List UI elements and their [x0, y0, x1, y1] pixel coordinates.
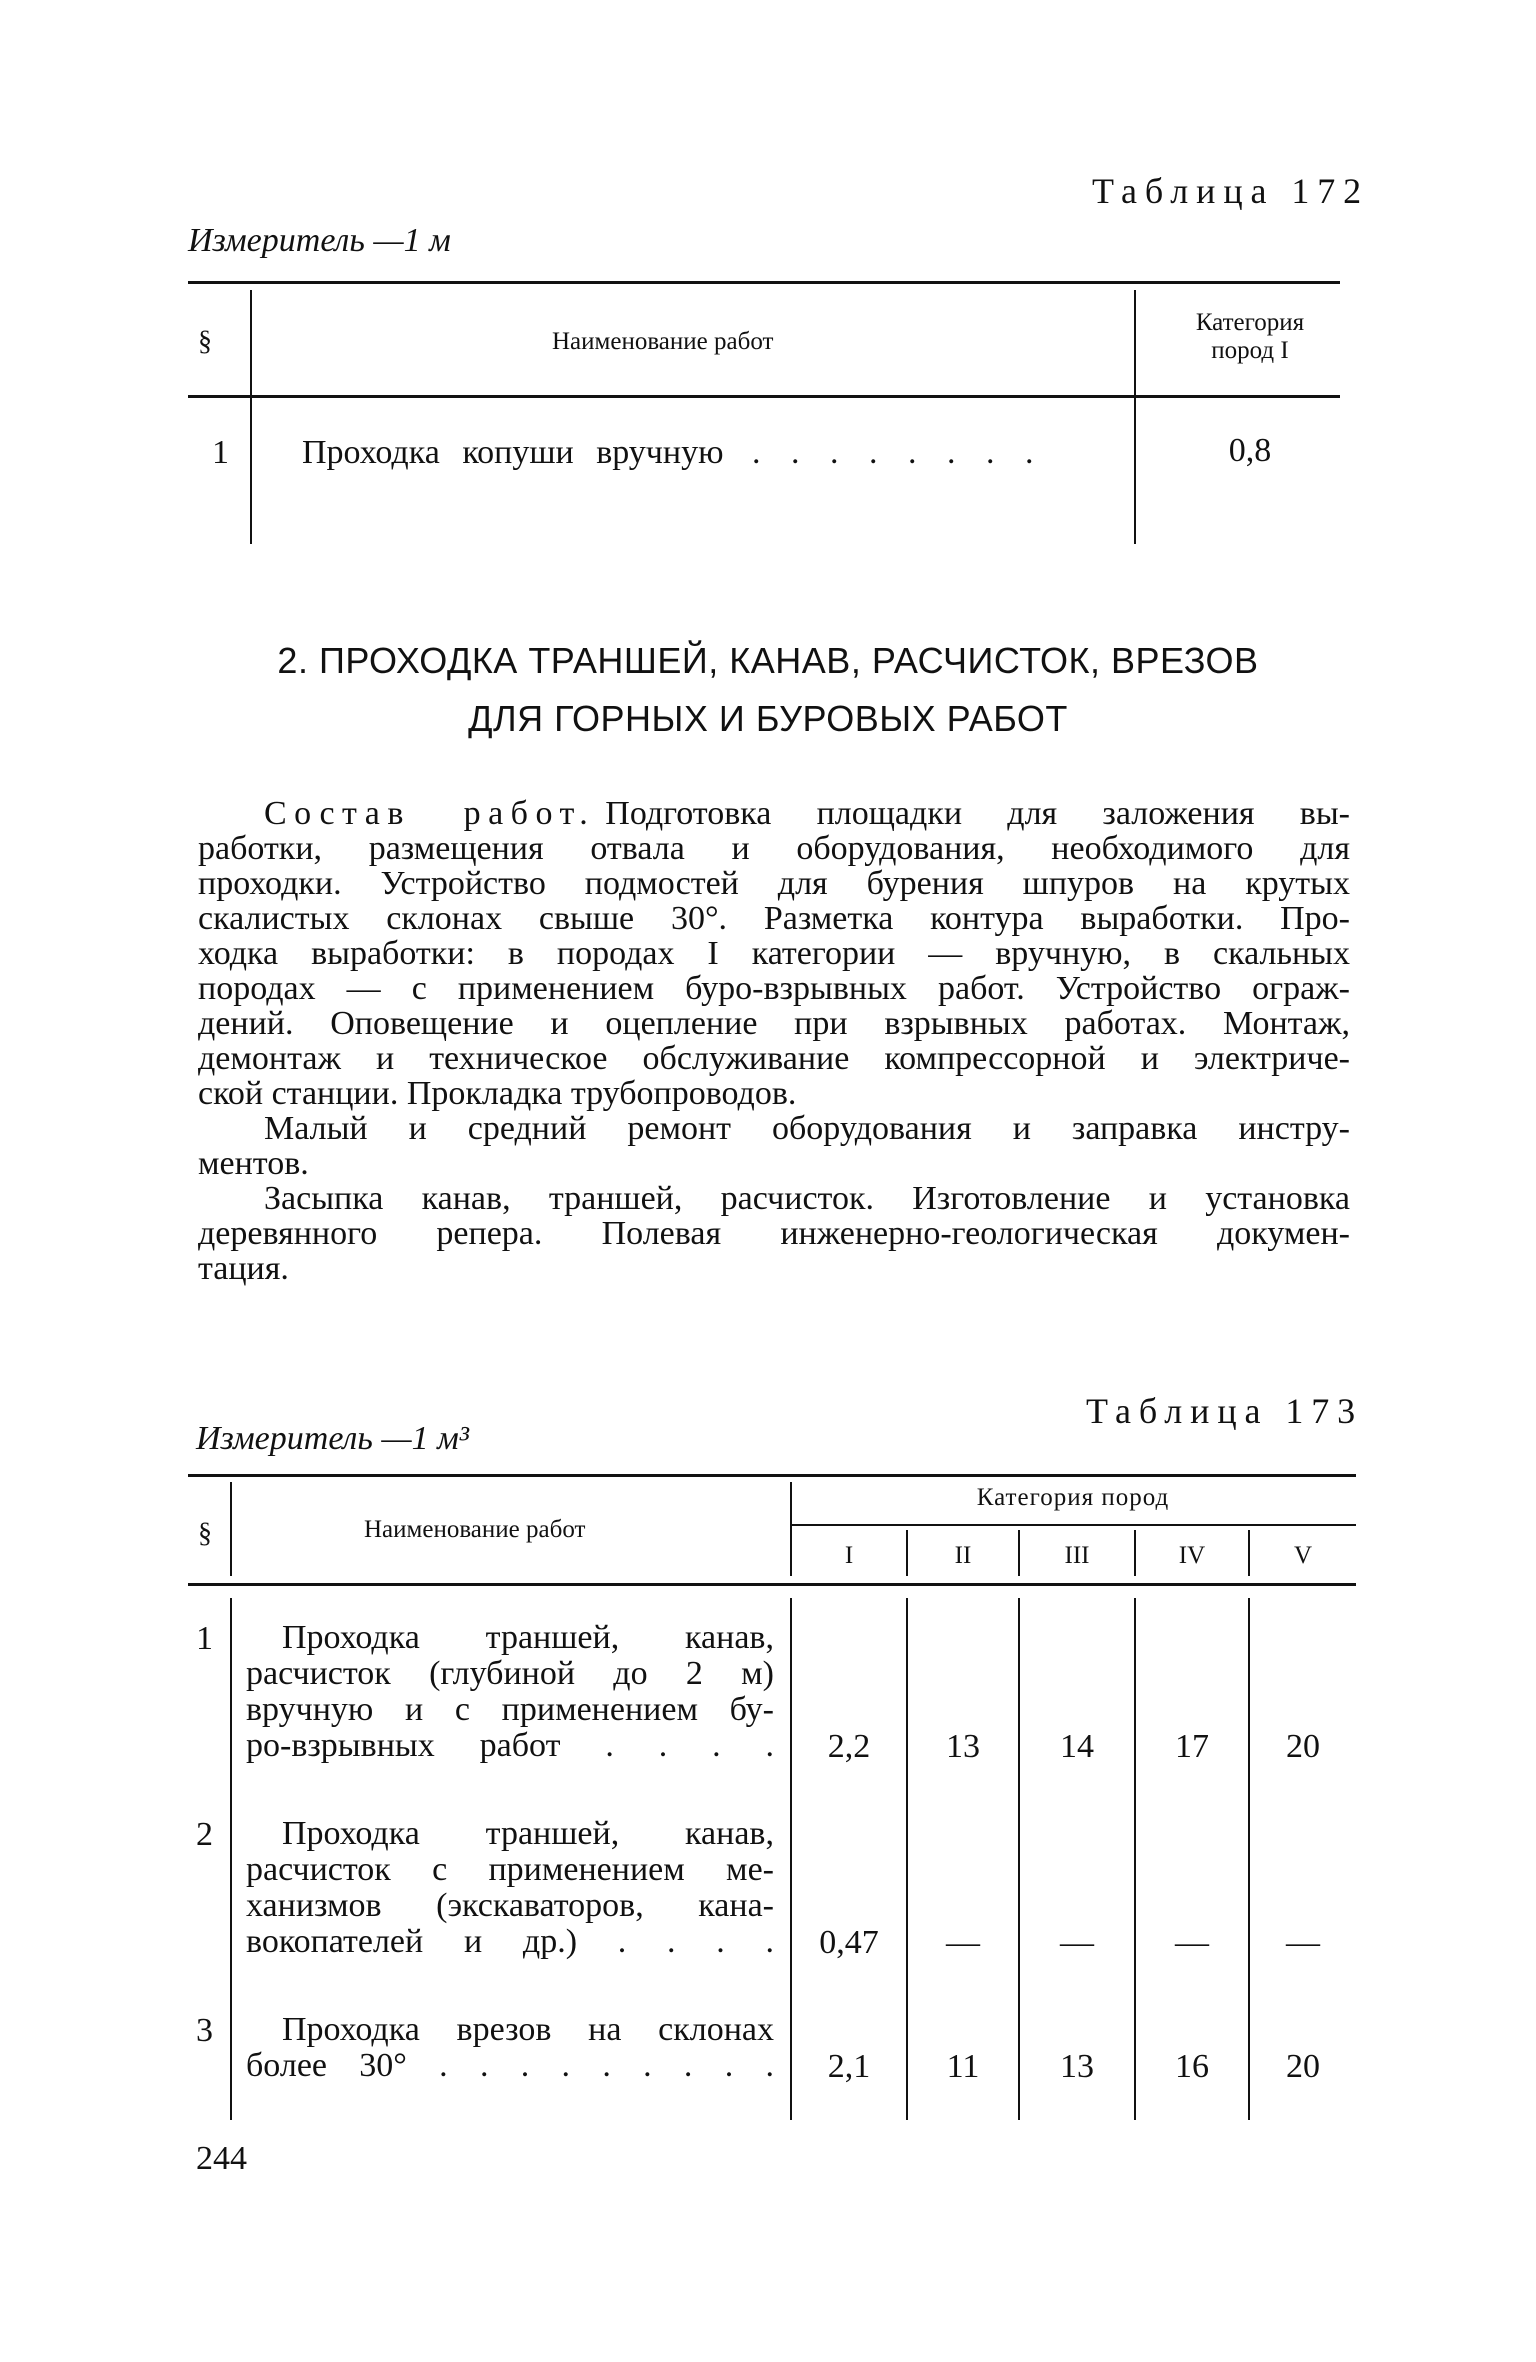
table172-header-cat-2: пород I	[1211, 337, 1289, 364]
table173-row-value: 16	[1175, 2048, 1209, 2085]
line-text: Малый и средний ремонт оборудования и заправка инстру-	[264, 1110, 1350, 1147]
section-body	[198, 796, 1350, 1286]
line-text: породах — с применением буро-взрывных работ. Устройство ограж-	[198, 970, 1350, 1007]
table172-col-divider-2	[1134, 290, 1136, 544]
table173-row-name-line: вручную и с применением бу-	[246, 1691, 774, 1728]
table173-header-category: Категория пород	[976, 1484, 1170, 1511]
table173-header-col-II: II	[954, 1542, 972, 1569]
line-text: деревянного репера. Полевая инженерно-геологическая докумен-	[198, 1215, 1350, 1252]
table173-row-value: 0,47	[819, 1924, 879, 1961]
table173-header-rule	[188, 1583, 1356, 1586]
para1-line	[198, 936, 1350, 971]
table173-row-value: —	[1175, 1924, 1209, 1961]
line-text: скалистых склонах свыше 30°. Разметка контура выработки. Про-	[198, 900, 1350, 937]
section-heading-line2: ДЛЯ ГОРНЫХ И БУРОВЫХ РАБОТ	[468, 698, 1068, 739]
table173-header-col-I: I	[844, 1542, 854, 1569]
para3-line	[198, 1216, 1350, 1251]
table173-body-divider-II	[906, 1598, 908, 2120]
line-text: Засыпка канав, траншей, расчисток. Изготовление и установка	[264, 1180, 1350, 1217]
table173-row-name-line: расчисток с применением ме-	[246, 1851, 774, 1888]
table172-row-dots: . . . . . . . .	[752, 434, 1038, 471]
table173-row-value: 11	[946, 2048, 980, 2085]
lead-label: Состав работ.	[264, 795, 596, 832]
para1-line	[198, 1076, 1350, 1111]
table173-row-name-line: Проходка врезов на склонах	[282, 2011, 774, 2048]
table173-category-rule	[790, 1524, 1356, 1526]
table173-row-value: 13	[1060, 2048, 1094, 2085]
table172-header-rule	[188, 395, 1340, 398]
para2	[198, 1111, 1350, 1181]
table173-row-name-line: ханизмов (экскаваторов, кана-	[246, 1887, 774, 1924]
table172-header-cat-1: Категория	[1195, 309, 1305, 336]
para1-line	[198, 901, 1350, 936]
para3-line	[198, 1251, 1350, 1286]
para1-line	[198, 831, 1350, 866]
table173-row-value: 2,1	[827, 2048, 871, 2085]
table172-row-value: 0,8	[1228, 432, 1272, 469]
para1-line	[198, 796, 1350, 831]
table173-row-value: 17	[1175, 1728, 1209, 1765]
table172-row-name-text: Проходка копуши вручную	[302, 434, 724, 471]
table173-body-divider-III	[1018, 1598, 1020, 2120]
table173-row-name-line: ро-взрывных работ . . . .	[246, 1727, 774, 1764]
table172-header-num: §	[198, 326, 212, 357]
para3-line	[198, 1181, 1350, 1216]
table172-unit: Измеритель —1 м	[188, 222, 451, 259]
table173-row-value: 2,2	[827, 1728, 871, 1765]
table173-body-divider-name	[790, 1598, 792, 2120]
line-text: тация.	[198, 1250, 289, 1287]
para1-line	[198, 1006, 1350, 1041]
table173-row-value: —	[1060, 1924, 1094, 1961]
table173-body-divider-V	[1248, 1598, 1250, 2120]
line-text: ментов.	[198, 1145, 309, 1182]
table173-row-num: 3	[196, 2012, 213, 2049]
table173-row-value: 14	[1060, 1728, 1094, 1765]
table173-row-value: 20	[1286, 1728, 1320, 1765]
table173-row-name-line: Проходка траншей, канав,	[282, 1815, 774, 1852]
line-text: Подготовка площадки для заложения вы-	[605, 795, 1350, 832]
table173-col-divider-num	[230, 1482, 232, 1576]
table173-row-num: 1	[196, 1620, 213, 1657]
table173-row-name-line: Проходка траншей, канав,	[282, 1619, 774, 1656]
table173-row-name-line: вокопателей и др.) . . . .	[246, 1923, 774, 1960]
table172-col-divider-1	[250, 290, 252, 544]
table172-header-name: Наименование работ	[552, 328, 774, 355]
para1	[198, 796, 1350, 1111]
table172-row-name	[302, 434, 1038, 472]
table173-row-value: 13	[946, 1728, 980, 1765]
table173-row-name-line: расчисток (глубиной до 2 м)	[246, 1655, 774, 1692]
table173-header-col-III: III	[1064, 1542, 1090, 1569]
line-text: демонтаж и техническое обслуживание компрессорной и электриче-	[198, 1040, 1350, 1077]
table173-unit: Измеритель —1 м³	[196, 1420, 469, 1457]
table173-header-col-IV: IV	[1178, 1542, 1206, 1569]
table173-row-value: —	[1286, 1924, 1320, 1961]
table173-row-value: —	[946, 1924, 980, 1961]
table173-row-value: 20	[1286, 2048, 1320, 2085]
table173-body-divider-IV	[1134, 1598, 1136, 2120]
para3	[198, 1181, 1350, 1286]
table173-header-col-V: V	[1293, 1542, 1313, 1569]
para1-line	[198, 971, 1350, 1006]
line-text: ходка выработки: в породах I категории — вручную, в скальных	[198, 935, 1350, 972]
table173-header-num: §	[198, 1518, 212, 1549]
para1-line	[198, 866, 1350, 901]
page-number: 244	[196, 2140, 247, 2177]
table173-body-divider-num	[230, 1598, 232, 2120]
table172-title: Таблица 172	[1092, 171, 1370, 211]
table173-header-name: Наименование работ	[364, 1516, 586, 1543]
table172-top-rule	[188, 281, 1340, 284]
line-text: проходки. Устройство подмостей для бурения шпуров на крутых	[198, 865, 1350, 902]
line-text: ской станции. Прокладка трубопроводов.	[198, 1075, 797, 1112]
table173-row-num: 2	[196, 1816, 213, 1853]
table173-row-name-line: более 30° . . . . . . . . .	[246, 2047, 774, 2084]
table172-row-num: 1	[212, 434, 229, 471]
table173-title: Таблица 173	[1086, 1391, 1364, 1431]
para2-line	[198, 1146, 1350, 1181]
line-text: работки, размещения отвала и оборудования, необходимого для	[198, 830, 1350, 867]
table173-top-rule	[188, 1474, 1356, 1477]
section-heading-line1: 2. ПРОХОДКА ТРАНШЕЙ, КАНАВ, РАСЧИСТОК, ВРЕЗОВ	[277, 640, 1259, 681]
line-text: дений. Оповещение и оцепление при взрывных работах. Монтаж,	[198, 1005, 1350, 1042]
para1-line	[198, 1041, 1350, 1076]
para2-line	[198, 1111, 1350, 1146]
